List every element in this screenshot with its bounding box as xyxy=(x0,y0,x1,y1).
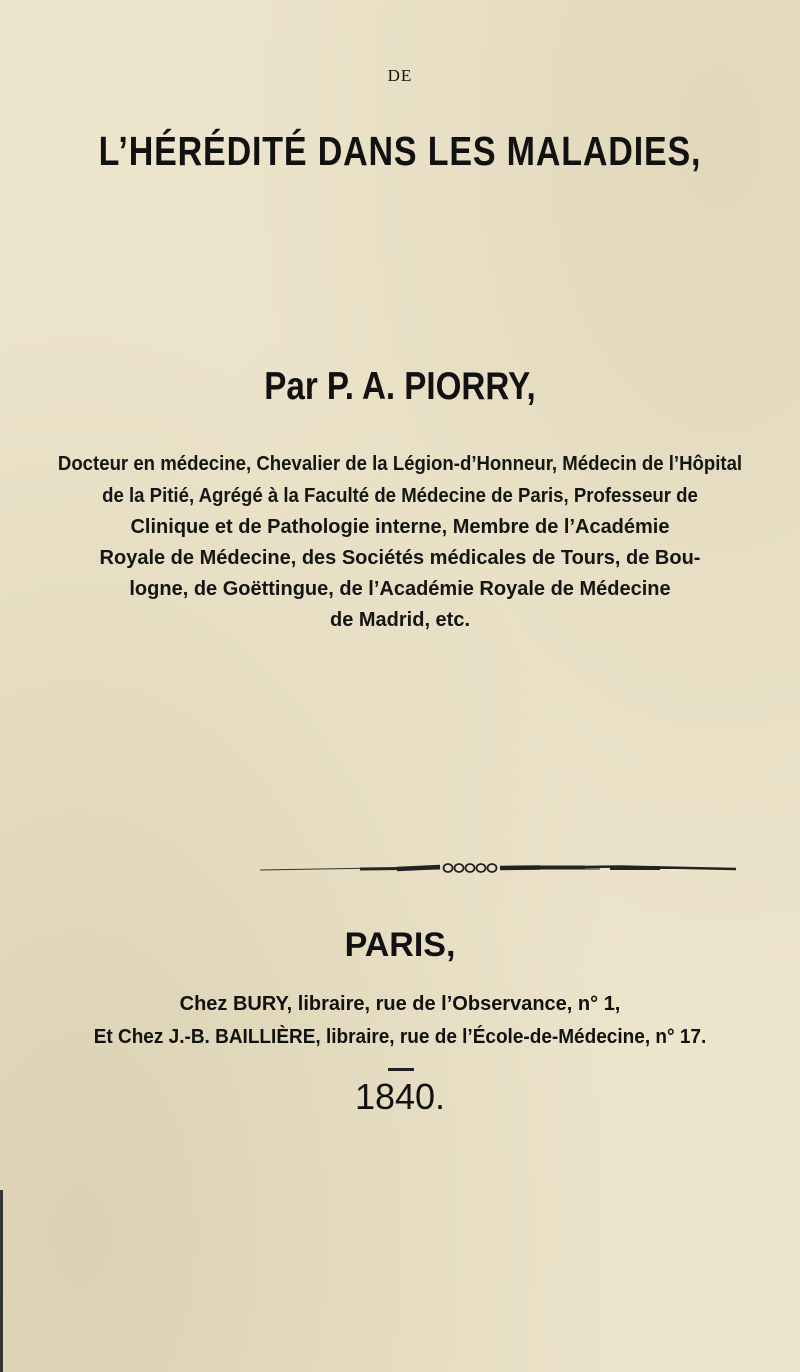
publisher-line: Chez BURY, libraire, rue de l’Observance, n° 1, xyxy=(179,993,621,1015)
year-rule xyxy=(388,1068,414,1071)
book-title: L’HÉRÉDITÉ DANS LES MALADIES, xyxy=(98,128,702,174)
title-prefix: DE xyxy=(387,66,413,85)
credential-line: logne, de Goëttingue, de l’Académie Royale de Médecine xyxy=(129,578,671,600)
page-edge-shadow xyxy=(0,1190,3,1372)
credential-line: de Madrid, etc. xyxy=(329,609,471,631)
imprint-city: PARIS, xyxy=(344,926,456,964)
publisher-line: Et Chez J.-B. BAILLIÈRE, libraire, rue de l’École-de-Médecine, n° 17. xyxy=(93,1026,707,1048)
credential-line: Clinique et de Pathologie interne, Membre de l’Académie xyxy=(130,516,670,538)
imprint-year: 1840. xyxy=(354,1076,446,1117)
ornament-rule-icon xyxy=(0,858,800,878)
author-byline: Par P. A. PIORRY, xyxy=(264,365,536,408)
credential-line: Royale de Médecine, des Sociétés médicales de Tours, de Bou- xyxy=(99,547,701,569)
credential-line: de la Pitié, Agrégé à la Faculté de Médecine de Paris, Professeur de xyxy=(102,485,698,507)
credential-line: Docteur en médecine, Chevalier de la Légion-d’Honneur, Médecin de l’Hôpital xyxy=(57,453,743,475)
